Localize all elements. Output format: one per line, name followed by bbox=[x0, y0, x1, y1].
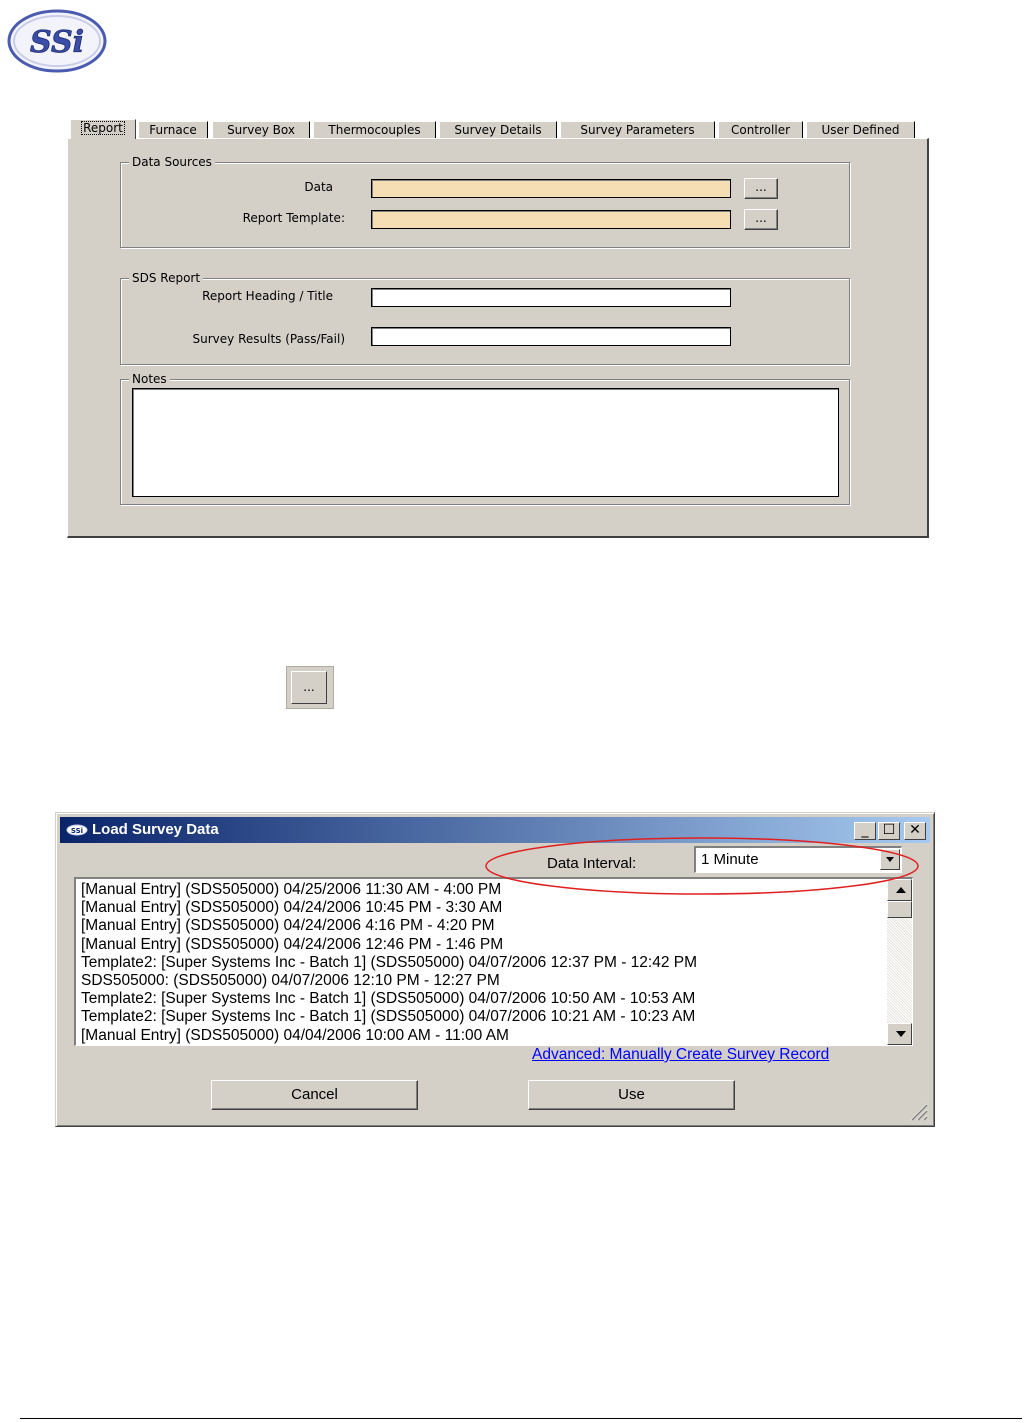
tab-label: Report bbox=[83, 121, 123, 135]
group-title: Notes bbox=[129, 372, 170, 386]
list-item[interactable]: Template2: [Super Systems Inc - Batch 1] (SDS505000) 04/07/2006 10:21 AM - 10:23 AM bbox=[81, 1008, 696, 1026]
maximize-icon: ☐ bbox=[882, 822, 896, 838]
tab-user-defined[interactable] bbox=[806, 121, 915, 138]
tab-label: User Defined bbox=[821, 123, 900, 137]
data-label: Data bbox=[304, 180, 333, 194]
scroll-down-button[interactable] bbox=[887, 1023, 912, 1045]
data-sources-group bbox=[120, 155, 850, 248]
svg-text:SSi: SSi bbox=[29, 25, 85, 60]
notes-textarea[interactable] bbox=[132, 388, 839, 497]
svg-text:SSi: SSi bbox=[70, 827, 84, 835]
list-item[interactable]: Template2: [Super Systems Inc - Batch 1] (SDS505000) 04/07/2006 12:37 PM - 12:42 PM bbox=[81, 953, 698, 971]
list-item[interactable]: [Manual Entry] (SDS505000) 04/24/2006 10:45 PM - 3:30 AM bbox=[81, 899, 503, 917]
list-item[interactable]: [Manual Entry] (SDS505000) 04/24/2006 12:46 PM - 1:46 PM bbox=[81, 935, 504, 953]
cancel-button[interactable] bbox=[211, 1080, 418, 1110]
scroll-thumb[interactable] bbox=[887, 901, 912, 918]
list-item[interactable]: [Manual Entry] (SDS505000) 04/24/2006 4:16 PM - 4:20 PM bbox=[81, 917, 495, 935]
survey-results-label: Survey Results (Pass/Fail) bbox=[192, 332, 345, 346]
report-tab-panel bbox=[67, 138, 929, 538]
page-footer-rule bbox=[20, 1418, 1022, 1419]
app-icon bbox=[66, 824, 88, 836]
tab-furnace[interactable] bbox=[138, 121, 208, 138]
report-heading-label: Report Heading / Title bbox=[202, 289, 333, 303]
tab-label: Survey Details bbox=[454, 123, 542, 137]
data-interval-value: 1 Minute bbox=[701, 851, 759, 868]
report-heading-field[interactable] bbox=[371, 288, 731, 307]
vertical-scrollbar[interactable] bbox=[887, 879, 912, 1045]
list-item[interactable]: [Manual Entry] (SDS505000) 04/25/2006 11:30 AM - 4:00 PM bbox=[81, 881, 502, 898]
tab-strip bbox=[67, 119, 927, 139]
highlight-ellipse bbox=[484, 836, 920, 896]
group-title: Data Sources bbox=[129, 155, 215, 169]
template-browse-button[interactable] bbox=[744, 209, 778, 230]
dialog-title: Load Survey Data bbox=[92, 821, 219, 838]
tab-label: Thermocouples bbox=[328, 123, 421, 137]
close-icon: ✕ bbox=[909, 822, 921, 838]
ssi-logo bbox=[6, 8, 108, 74]
tab-label: Survey Parameters bbox=[580, 123, 695, 137]
report-template-field[interactable] bbox=[371, 210, 731, 229]
tab-label: Survey Box bbox=[227, 123, 295, 137]
tab-survey-parameters[interactable] bbox=[560, 121, 715, 138]
list-item[interactable]: Template2: [Super Systems Inc - Batch 1] (SDS505000) 04/07/2006 10:50 AM - 10:53 AM bbox=[81, 990, 696, 1008]
browse-button-face bbox=[291, 671, 327, 704]
tab-label: Furnace bbox=[149, 123, 197, 137]
survey-list-items bbox=[81, 881, 881, 1045]
use-label: Use bbox=[618, 1086, 645, 1103]
tab-survey-box[interactable] bbox=[212, 121, 310, 138]
resize-grip-icon[interactable] bbox=[905, 1098, 929, 1122]
minimize-icon: _ bbox=[861, 822, 869, 838]
browse-label: ... bbox=[303, 680, 315, 694]
list-item[interactable]: SDS505000: (SDS505000) 04/07/2006 12:10 PM - 12:27 PM bbox=[81, 972, 500, 990]
tab-controller[interactable] bbox=[718, 121, 803, 138]
advanced-create-record-link[interactable]: Advanced: Manually Create Survey Record bbox=[532, 1046, 830, 1063]
tab-survey-details[interactable] bbox=[439, 121, 557, 138]
use-button[interactable] bbox=[528, 1080, 735, 1110]
cancel-label: Cancel bbox=[291, 1086, 338, 1103]
report-template-label: Report Template: bbox=[242, 211, 345, 225]
browse-label: ... bbox=[755, 211, 767, 225]
data-field[interactable] bbox=[371, 179, 731, 198]
tab-report[interactable] bbox=[70, 119, 136, 139]
survey-results-field[interactable] bbox=[371, 327, 731, 346]
tab-thermocouples[interactable] bbox=[313, 121, 436, 138]
group-title: SDS Report bbox=[129, 271, 203, 285]
data-browse-button[interactable] bbox=[744, 178, 778, 199]
list-item[interactable]: [Manual Entry] (SDS505000) 04/04/2006 10:00 AM - 11:00 AM bbox=[81, 1026, 509, 1044]
browse-button[interactable] bbox=[286, 666, 334, 709]
browse-label: ... bbox=[755, 180, 767, 194]
tab-label: Controller bbox=[730, 123, 791, 137]
chevron-down-icon bbox=[896, 1031, 906, 1037]
data-interval-label: Data Interval: bbox=[547, 855, 637, 872]
survey-list[interactable] bbox=[74, 877, 913, 1046]
